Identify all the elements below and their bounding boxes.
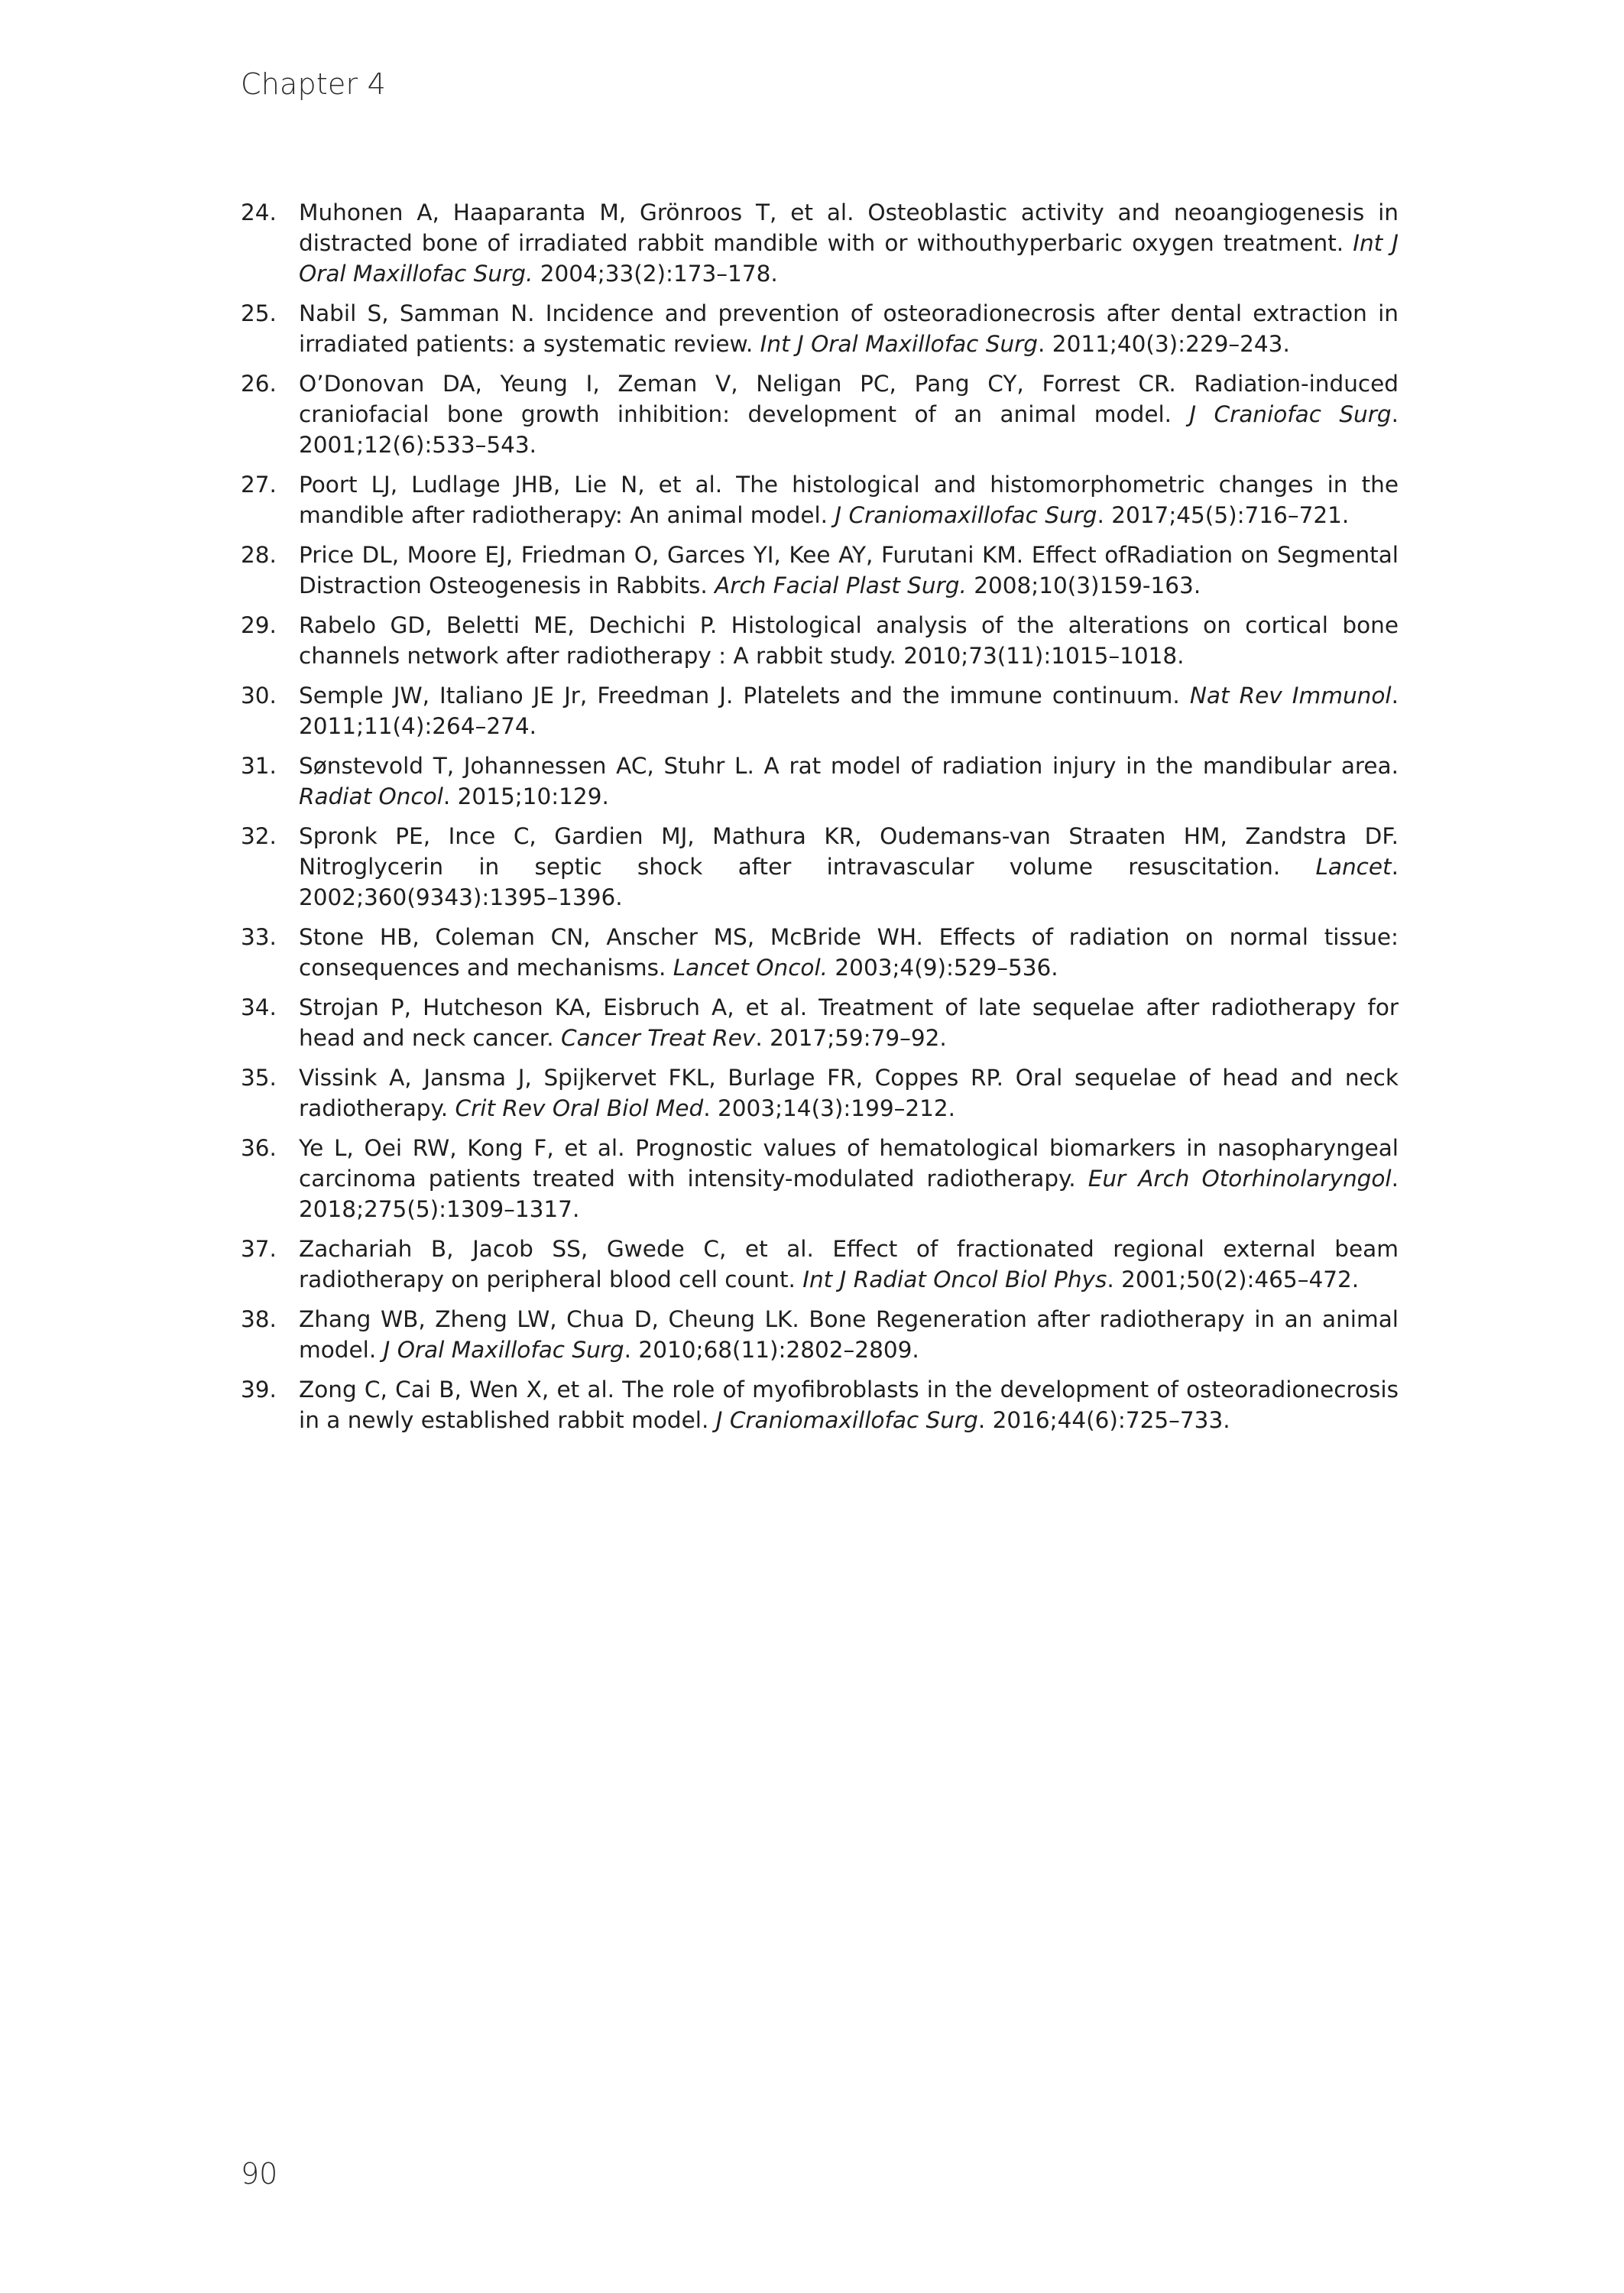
reference-text: O’Donovan DA, Yeung I, Zeman V, Neligan PC, Pang CY, Forrest CR. Radiation-induced craniofacial bone growth inhibition: development of an animal model. [299, 371, 1399, 427]
reference-number: 26. [241, 371, 277, 397]
reference-text: Stone HB, Coleman CN, Anscher MS, McBride WH. Effects of radiation on normal tissue: consequences and mechanisms. [299, 924, 1399, 981]
reference-number: 28. [241, 542, 277, 568]
reference-number: 39. [241, 1377, 277, 1403]
reference-citation: 2003;4(9):529–536. [828, 955, 1058, 981]
reference-citation: . 2001;50(2):465–472. [1107, 1267, 1360, 1292]
reference-item [241, 197, 1399, 289]
reference-item [241, 1304, 1399, 1365]
reference-text: Nabil S, Samman N. Incidence and prevention of osteoradionecrosis after dental extraction in irradiated patients: a systematic review. [299, 300, 1399, 357]
reference-number: 24. [241, 199, 277, 225]
reference-text: Strojan P, Hutcheson KA, Eisbruch A, et al. Treatment of late sequelae after radiotherapy for head and neck cancer. [299, 994, 1399, 1051]
reference-citation: . 2015;10:129. [442, 783, 609, 809]
reference-item [241, 1234, 1399, 1295]
reference-citation: . 2017;59:79–92. [755, 1025, 947, 1051]
reference-citation: . 2002;360(9343):1395–1396. [299, 854, 1399, 910]
journal-title: J Craniofac Surg [1189, 401, 1392, 427]
reference-number: 25. [241, 300, 277, 326]
page-number: 90 [241, 2157, 278, 2191]
reference-number: 29. [241, 612, 277, 638]
reference-item [241, 469, 1399, 530]
reference-number: 35. [241, 1065, 277, 1091]
reference-number: 33. [241, 924, 277, 950]
journal-title: Int J Oral Maxillofac Surg. [299, 230, 1399, 287]
reference-citation: . 2017;45(5):716–721. [1097, 502, 1350, 528]
reference-citation: . 2016;44(6):725–733. [977, 1407, 1230, 1433]
reference-number: 27. [241, 472, 277, 498]
reference-number: 37. [241, 1236, 277, 1262]
reference-text: Semple JW, Italiano JE Jr, Freedman J. Platelets and the immune continuum. [299, 683, 1190, 709]
journal-title: J Craniomaxillofac Surg [835, 502, 1097, 528]
reference-citation: 2004;33(2):173–178. [533, 261, 778, 287]
journal-title: Int J Radiat Oncol Biol Phys [802, 1267, 1107, 1292]
reference-citation: . 2010;68(11):2802–2809. [624, 1337, 919, 1363]
journal-title: Radiat Oncol [299, 783, 443, 809]
reference-number: 32. [241, 823, 277, 849]
reference-number: 34. [241, 994, 277, 1020]
reference-item [241, 610, 1399, 671]
reference-citation: . 2011;11(4):264–274. [299, 683, 1399, 739]
reference-list [241, 197, 1399, 1445]
journal-title: Lancet [1315, 854, 1392, 880]
reference-text: Vissink A, Jansma J, Spijkervet FKL, Burlage FR, Coppes RP. Oral sequelae of head and neck radiotherapy. [299, 1065, 1399, 1121]
reference-item [241, 821, 1399, 913]
reference-text: Muhonen A, Haaparanta M, Grönroos T, et al. Osteoblastic activity and neoangiogenesis in distracted bone of irradiated rabbit mandible with or withouthyperbaric oxygen treatment. [299, 199, 1399, 256]
reference-item [241, 992, 1399, 1053]
journal-title: Cancer Treat Rev [560, 1025, 756, 1051]
reference-number: 38. [241, 1306, 277, 1332]
reference-text: Zachariah B, Jacob SS, Gwede C, et al. Effect of fractionated regional external beam radiotherapy on peripheral blood cell count. [299, 1236, 1399, 1292]
journal-title: Crit Rev Oral Biol Med [455, 1095, 704, 1121]
journal-title: Int J Oral Maxillofac Surg [760, 331, 1039, 357]
reference-item [241, 540, 1399, 601]
running-header: Chapter 4 [241, 67, 386, 101]
journal-title: Eur Arch Otorhinolaryngol [1088, 1166, 1392, 1192]
reference-citation: . 2011;40(3):229–243. [1038, 331, 1290, 357]
reference-text: Poort LJ, Ludlage JHB, Lie N, et al. The histological and histomorphometric changes in the mandible after radiotherapy: An animal model. [299, 472, 1399, 528]
reference-item [241, 1133, 1399, 1224]
reference-item [241, 1374, 1399, 1435]
reference-text: Sønstevold T, Johannessen AC, Stuhr L. A rat model of radiation injury in the mandibular area. [299, 753, 1399, 779]
reference-item [241, 298, 1399, 359]
reference-item [241, 368, 1399, 460]
reference-citation: 2008;10(3)159-163. [966, 572, 1201, 598]
journal-title: Arch Facial Plast Surg. [715, 572, 967, 598]
reference-text: Zhang WB, Zheng LW, Chua D, Cheung LK. Bone Regeneration after radiotherapy in an animal model. [299, 1306, 1399, 1363]
journal-title: Lancet Oncol. [673, 955, 828, 981]
reference-citation: . 2003;14(3):199–212. [703, 1095, 956, 1121]
reference-citation: . 2018;275(5):1309–1317. [299, 1166, 1399, 1222]
reference-item [241, 1062, 1399, 1124]
reference-text: Price DL, Moore EJ, Friedman O, Garces YI, Kee AY, Furutani KM. Effect ofRadiation on Segmental Distraction Osteogenesis in Rabbits. [299, 542, 1399, 598]
reference-citation: . 2001;12(6):533–543. [299, 401, 1399, 458]
reference-item [241, 751, 1399, 812]
reference-text: Spronk PE, Ince C, Gardien MJ, Mathura KR, Oudemans-van Straaten HM, Zandstra DF. Nitroglycerin in septic shock after intravascular volume resuscitation. [299, 823, 1399, 880]
reference-text: Ye L, Oei RW, Kong F, et al. Prognostic values of hematological biomarkers in nasopharyngeal carcinoma patients treated with intensity-modulated radiotherapy. [299, 1135, 1399, 1192]
reference-text: Rabelo GD, Beletti ME, Dechichi P. Histological analysis of the alterations on cortical bone channels network after radiotherapy : A rabbit study. 2010;73(11):1015–1018. [299, 612, 1399, 669]
reference-number: 36. [241, 1135, 277, 1161]
reference-item [241, 922, 1399, 983]
reference-number: 31. [241, 753, 277, 779]
reference-text: Zong C, Cai B, Wen X, et al. The role of myofibroblasts in the development of osteoradionecrosis in a newly established rabbit model. [299, 1377, 1399, 1433]
journal-title: J Oral Maxillofac Surg [383, 1337, 624, 1363]
journal-title: Nat Rev Immunol [1189, 683, 1392, 709]
reference-item [241, 680, 1399, 741]
reference-number: 30. [241, 683, 277, 709]
journal-title: J Craniomaxillofac Surg [715, 1407, 978, 1433]
